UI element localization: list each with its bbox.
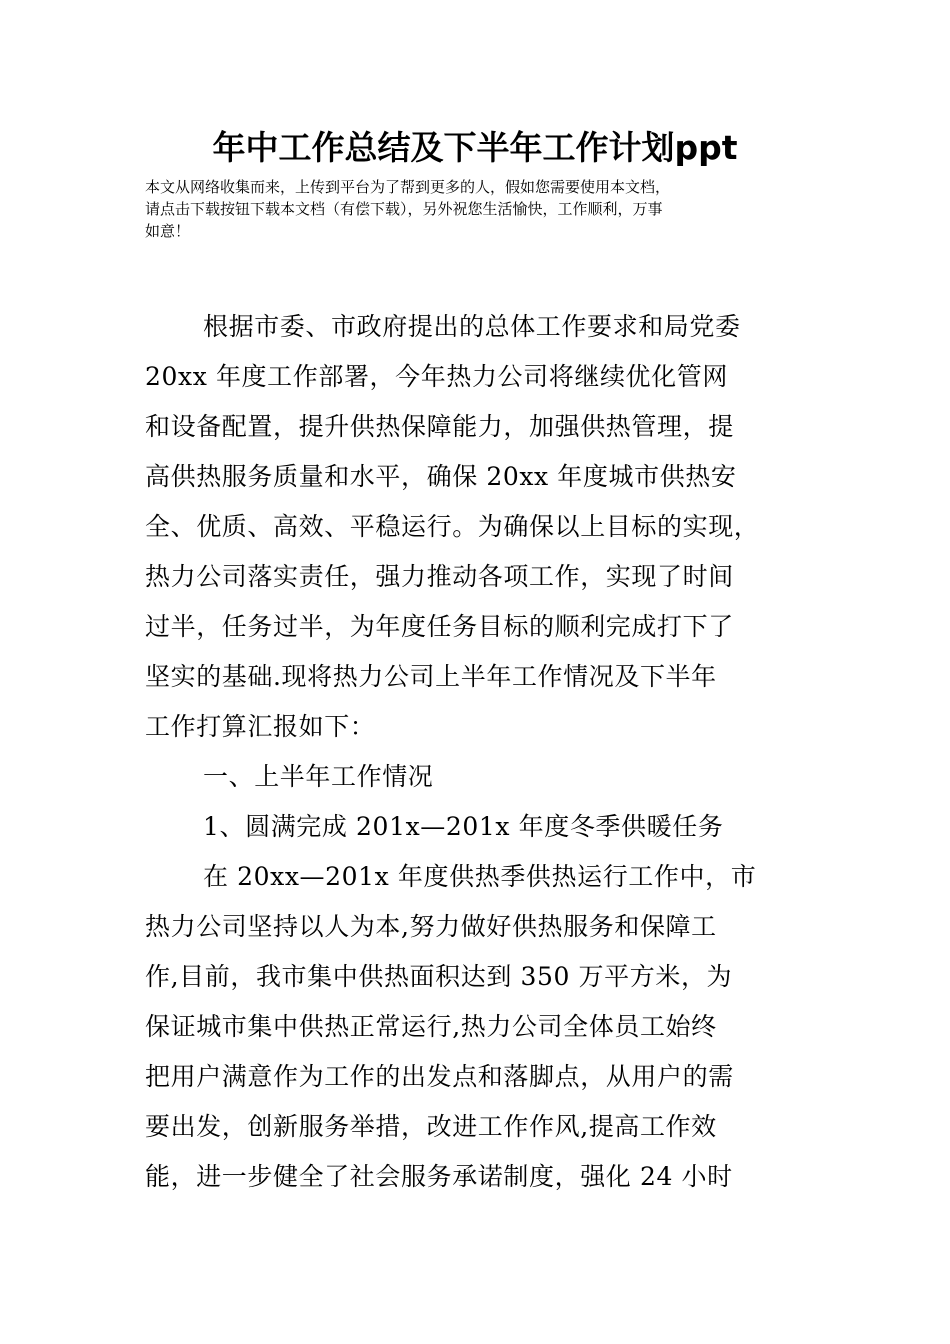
document-title: 年中工作总结及下半年工作计划ppt (212, 128, 738, 167)
body-line: 过半，任务过半，为年度任务目标的顺利完成打下了 (145, 612, 734, 641)
body-line: 全、优质、高效、平稳运行。为确保以上目标的实现， (145, 512, 760, 541)
body-line: 要出发，创新服务举措，改进工作作风,提高工作效 (145, 1112, 717, 1141)
notice-line: 如意！ (145, 222, 191, 240)
body-line: 把用户满意作为工作的出发点和落脚点，从用户的需 (145, 1062, 734, 1091)
body-line: 工作打算汇报如下： (145, 712, 376, 741)
body-line: 能，进一步健全了社会服务承诺制度，强化 24 小时 (145, 1162, 733, 1191)
body-line: 热力公司坚持以人为本,努力做好供热服务和保障工 (145, 912, 717, 941)
body-line: 和设备配置，提升供热保障能力，加强供热管理，提 (145, 412, 734, 441)
body-line: 坚实的基础.现将热力公司上半年工作情况及下半年 (145, 662, 717, 691)
body-line: 根据市委、市政府提出的总体工作要求和局党委 (203, 312, 741, 341)
subsection-heading: 1、圆满完成 201x—201x 年度冬季供暖任务 (203, 812, 724, 841)
body-line: 在 20xx—201x 年度供热季供热运行工作中，市 (203, 862, 757, 891)
section-heading: 一、上半年工作情况 (203, 762, 434, 791)
download-notice (145, 176, 825, 242)
document-body (145, 302, 845, 1202)
body-line: 高供热服务质量和水平，确保 20xx 年度城市供热安 (145, 462, 737, 491)
notice-line: 本文从网络收集而来，上传到平台为了帮到更多的人，假如您需要使用本文档， (145, 178, 671, 196)
body-line: 20xx 年度工作部署，今年热力公司将继续优化管网 (145, 362, 728, 391)
body-line: 热力公司落实责任，强力推动各项工作，实现了时间 (145, 562, 734, 591)
notice-line: 请点击下载按钮下载本文档（有偿下载），另外祝您生活愉快，工作顺利，万事 (145, 200, 663, 218)
body-line: 保证城市集中供热正常运行,热力公司全体员工始终 (145, 1012, 717, 1041)
body-line: 作,目前，我市集中供热面积达到 350 万平方米，为 (145, 962, 733, 991)
